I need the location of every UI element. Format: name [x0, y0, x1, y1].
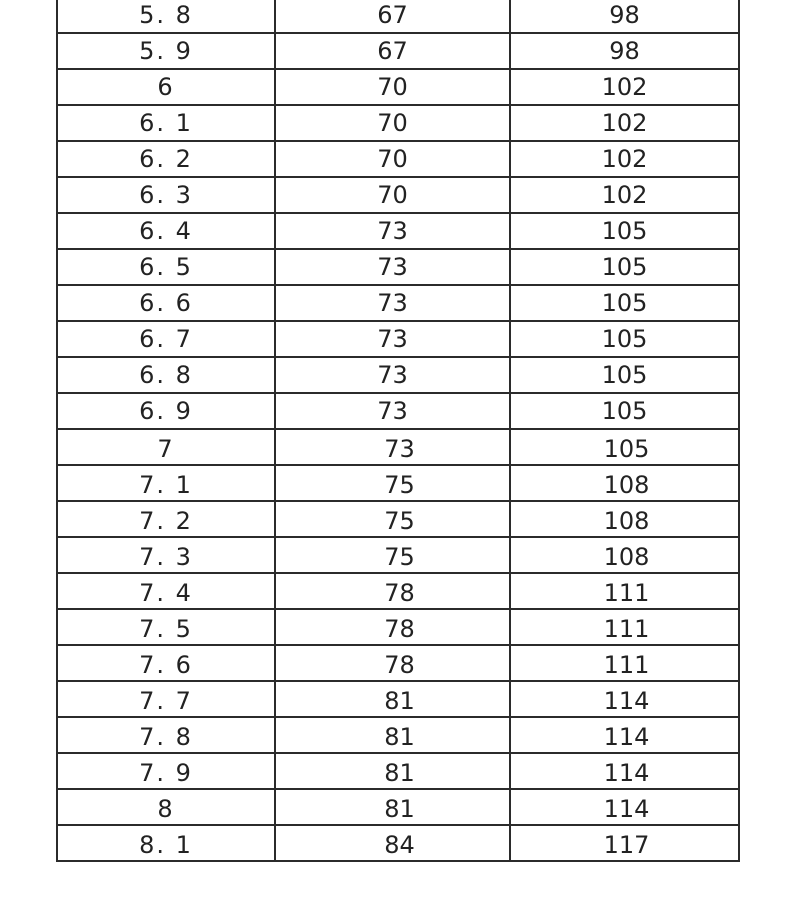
table-cell-col3: 108: [510, 537, 739, 573]
table-row: [57, 753, 739, 789]
table-cell-col2: 81: [275, 789, 510, 825]
table-cell-col3: 105: [510, 393, 739, 429]
table-row: [57, 321, 739, 357]
table-body: [57, 0, 739, 861]
table-cell-col1: 6. 1: [57, 105, 275, 141]
table-cell-col2: 73: [275, 357, 510, 393]
table-cell-col1: 7. 2: [57, 501, 275, 537]
table-cell-col2: 73: [275, 285, 510, 321]
table-cell-col2: 81: [275, 753, 510, 789]
table-row: [57, 465, 739, 501]
table-row: [57, 33, 739, 69]
table-cell-col3: 108: [510, 465, 739, 501]
table-row: [57, 357, 739, 393]
table-cell-col1: 6. 5: [57, 249, 275, 285]
table-cell-col2: 70: [275, 69, 510, 105]
table-cell-col3: 117: [510, 825, 739, 861]
table-cell-col1: 6. 4: [57, 213, 275, 249]
table-row: [57, 177, 739, 213]
table-cell-col3: 108: [510, 501, 739, 537]
table-cell-col2: 75: [275, 465, 510, 501]
data-table: [56, 0, 740, 862]
table-cell-col3: 111: [510, 645, 739, 681]
table-row: [57, 69, 739, 105]
table-row: [57, 393, 739, 429]
table-cell-col2: 81: [275, 717, 510, 753]
table-cell-col1: 6. 9: [57, 393, 275, 429]
table-cell-col2: 75: [275, 501, 510, 537]
table-cell-col3: 114: [510, 681, 739, 717]
table-cell-col1: 6. 6: [57, 285, 275, 321]
table-cell-col2: 67: [275, 33, 510, 69]
table-row: [57, 213, 739, 249]
table-row: [57, 429, 739, 465]
table-cell-col1: 6. 2: [57, 141, 275, 177]
table-row: [57, 105, 739, 141]
table-cell-col2: 73: [275, 213, 510, 249]
table-cell-col3: 114: [510, 789, 739, 825]
table-cell-col3: 114: [510, 753, 739, 789]
table-cell-col1: 6. 3: [57, 177, 275, 213]
table-cell-col3: 105: [510, 321, 739, 357]
table-cell-col2: 73: [275, 429, 510, 465]
table-cell-col3: 98: [510, 0, 739, 33]
table-row: [57, 0, 739, 33]
table-cell-col2: 84: [275, 825, 510, 861]
table-row: [57, 645, 739, 681]
table-cell-col3: 105: [510, 213, 739, 249]
table-cell-col3: 102: [510, 177, 739, 213]
table-cell-col2: 73: [275, 249, 510, 285]
table-cell-col1: 7. 3: [57, 537, 275, 573]
table-cell-col2: 67: [275, 0, 510, 33]
table-cell-col1: 8: [57, 789, 275, 825]
table-cell-col2: 73: [275, 321, 510, 357]
table-cell-col1: 7. 5: [57, 609, 275, 645]
table-cell-col1: 6. 7: [57, 321, 275, 357]
table-row: [57, 537, 739, 573]
table-cell-col2: 73: [275, 393, 510, 429]
table-cell-col3: 111: [510, 609, 739, 645]
table-row: [57, 717, 739, 753]
table-cell-col1: 6. 8: [57, 357, 275, 393]
table-row: [57, 285, 739, 321]
data-table-container: [56, 0, 738, 862]
table-cell-col2: 78: [275, 645, 510, 681]
table-cell-col1: 7: [57, 429, 275, 465]
table-cell-col3: 105: [510, 429, 739, 465]
table-cell-col1: 7. 4: [57, 573, 275, 609]
table-cell-col2: 70: [275, 141, 510, 177]
table-cell-col2: 78: [275, 609, 510, 645]
table-cell-col1: 5. 8: [57, 0, 275, 33]
table-row: [57, 249, 739, 285]
table-row: [57, 141, 739, 177]
table-row: [57, 825, 739, 861]
table-cell-col3: 102: [510, 141, 739, 177]
table-cell-col1: 7. 9: [57, 753, 275, 789]
table-cell-col1: 7. 6: [57, 645, 275, 681]
table-cell-col2: 70: [275, 177, 510, 213]
table-cell-col1: 7. 1: [57, 465, 275, 501]
table-row: [57, 573, 739, 609]
table-cell-col3: 114: [510, 717, 739, 753]
table-cell-col3: 102: [510, 105, 739, 141]
table-cell-col3: 102: [510, 69, 739, 105]
table-cell-col3: 105: [510, 357, 739, 393]
table-row: [57, 789, 739, 825]
table-cell-col3: 105: [510, 249, 739, 285]
table-cell-col3: 105: [510, 285, 739, 321]
table-row: [57, 501, 739, 537]
table-cell-col2: 81: [275, 681, 510, 717]
table-row: [57, 609, 739, 645]
table-cell-col1: 6: [57, 69, 275, 105]
table-row: [57, 681, 739, 717]
table-cell-col3: 98: [510, 33, 739, 69]
table-cell-col2: 78: [275, 573, 510, 609]
table-cell-col1: 8. 1: [57, 825, 275, 861]
table-cell-col1: 5. 9: [57, 33, 275, 69]
table-cell-col1: 7. 8: [57, 717, 275, 753]
table-cell-col3: 111: [510, 573, 739, 609]
table-cell-col2: 75: [275, 537, 510, 573]
table-cell-col2: 70: [275, 105, 510, 141]
table-cell-col1: 7. 7: [57, 681, 275, 717]
